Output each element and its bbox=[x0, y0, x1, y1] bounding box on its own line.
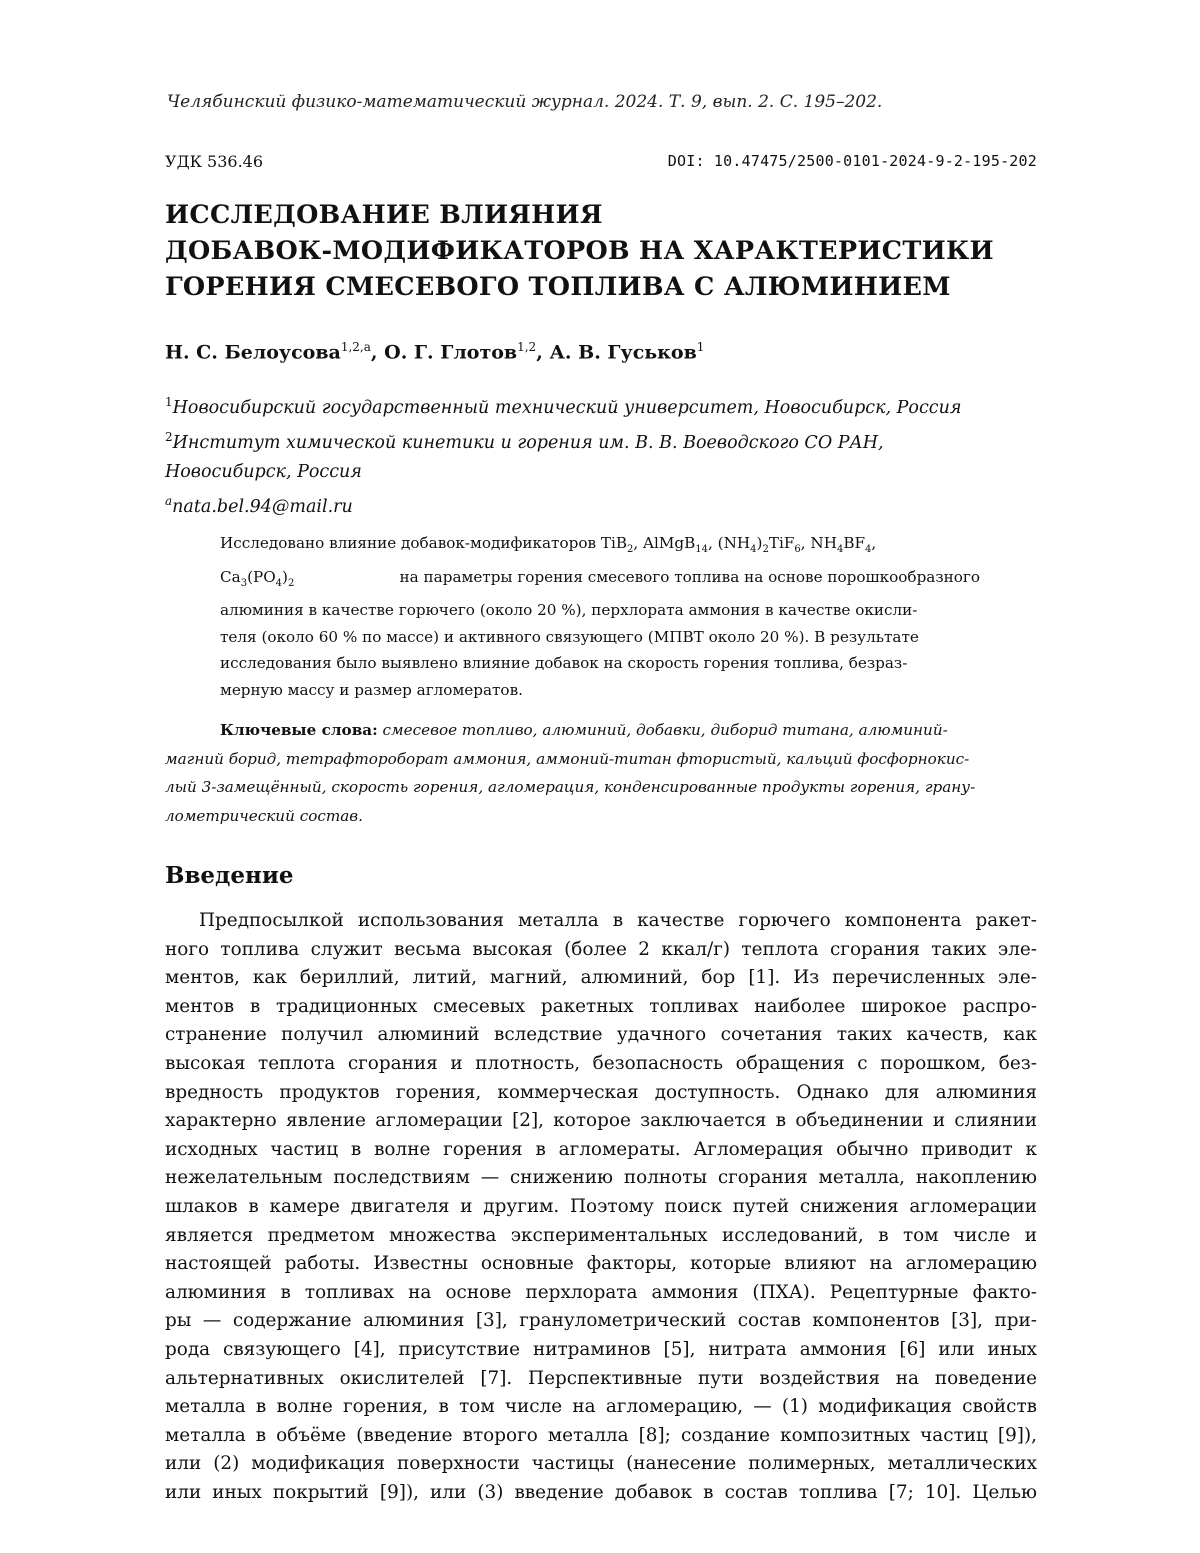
keywords-line: лый 3-замещённый, скорость горения, агломерация, конденсированные продукты горения, грану- bbox=[165, 778, 976, 796]
body-line: или иных покрытий [9]), или (3) введение добавок в состав топлива [7; 10]. Целью bbox=[165, 1481, 1037, 1503]
title-line: ГОРЕНИЯ СМЕСЕВОГО ТОПЛИВА С АЛЮМИНИЕМ bbox=[165, 272, 951, 302]
body-line: исходных частиц в волне горения в агломераты. Агломерация обычно приводит к bbox=[165, 1138, 1037, 1160]
body-line: металла в объёме (введение второго металла [8]; создание композитных частиц [9]), bbox=[165, 1424, 1037, 1446]
body-line: альтернативных окислителей [7]. Перспективные пути воздействия на поведение bbox=[165, 1367, 1037, 1389]
author-name: О. Г. Глотов bbox=[384, 341, 518, 364]
doi-link[interactable]: DOI: 10.47475/2500-0101-2024-9-2-195-202 bbox=[667, 152, 1037, 170]
body-line: высокая теплота сгорания и плотность, безопасность обращения с порошком, без- bbox=[165, 1052, 1037, 1074]
paper-title bbox=[165, 197, 1065, 305]
abstract-line: теля (около 60 % по массе) и активного связующего (МПВТ около 20 %). В результате bbox=[220, 627, 919, 646]
body-line: алюминия в топливах на основе перхлората аммония (ПХА). Рецептурные факто- bbox=[165, 1281, 1037, 1303]
body-line: шлаков в камере двигателя и другим. Поэтому поиск путей снижения агломерации bbox=[165, 1195, 1037, 1217]
keywords-line: магний борид, тетрафтороборат аммония, аммоний-титан фтористый, кальций фосфорнокис- bbox=[165, 749, 970, 768]
body-line: Предпосылкой использования металла в качестве горючего компонента ракет- bbox=[199, 910, 1037, 931]
affiliation-2: $^2$Институт химической кинетики и горения им. В. В. Воеводского СО РАН, bbox=[165, 429, 884, 453]
body-line: ментов, как бериллий, литий, магний, алюминий, бор [1]. Из перечисленных эле- bbox=[165, 967, 1037, 989]
journal-citation: Челябинский физико-математический журнал. 2024. Т. 9, вып. 2. С. 195–202. bbox=[167, 92, 883, 112]
author-affiliation-mark: 1 bbox=[696, 340, 705, 354]
abstract bbox=[220, 530, 980, 704]
body-line: рода связующего [4], присутствие нитраминов [5], нитрата аммония [6] или иных bbox=[165, 1338, 1037, 1360]
author-list: Н. С. Белоусова$^{1,2,a}$, О. Г. Глотов$^{1,2}$, А. В. Гуськов$^1$ bbox=[165, 340, 705, 364]
affiliations bbox=[165, 388, 1045, 521]
keywords-line: Ключевые слова: смесевое топливо, алюминий, добавки, диборид титана, алюминий- bbox=[220, 721, 948, 739]
abstract-line: $Ca_3(PO_4)_2$ на параметры горения смесевого топлива на основе порошкообразного bbox=[220, 567, 980, 589]
body-line: нежелательным последствиям — снижению полноты сгорания металла, накоплению bbox=[165, 1167, 1037, 1189]
body-line: металла в волне горения, в том числе на агломерацию, — (1) модификация свойств bbox=[165, 1396, 1037, 1418]
body-line: ры — содержание алюминия [3], гранулометрический состав компонентов [3], при- bbox=[165, 1310, 1037, 1332]
body-line: характерно явление агломерации [2], которое заключается в объединении и слиянии bbox=[165, 1110, 1037, 1132]
body-line: странение получил алюминий вследствие удачного сочетания таких качеств, как bbox=[165, 1024, 1037, 1046]
abstract-line: Исследовано влияние добавок-модификаторов TiB$_2$, AlMgB$_{14}$, $(NH_4)_2TiF_6$, $NH_4BF_4$, bbox=[220, 534, 877, 556]
introduction-body bbox=[165, 907, 1037, 1507]
body-line: или (2) модификация поверхности частицы (нанесение полимерных, металлических bbox=[165, 1453, 1037, 1475]
author-name: А. В. Гуськов bbox=[549, 341, 697, 364]
body-line: вредность продуктов горения, коммерческая доступность. Однако для алюминия bbox=[165, 1081, 1037, 1103]
author-affiliation-mark: 1,2,a bbox=[340, 340, 371, 354]
body-line: ного топлива служит весьма высокая (более 2 ккал/г) теплота сгорания таких эле- bbox=[165, 938, 1037, 960]
affiliation-2-cont: Новосибирск, Россия bbox=[165, 461, 362, 482]
body-line: является предметом множества экспериментальных исследований, в том числе и bbox=[165, 1224, 1037, 1246]
contact-email[interactable]: $^a$nata.bel.94@mail.ru bbox=[165, 493, 353, 517]
keywords-line: лометрический состав. bbox=[165, 806, 363, 825]
keywords bbox=[165, 716, 1037, 830]
abstract-line: исследования было выявлено влияние добавок на скорость горения топлива, безраз- bbox=[220, 654, 908, 673]
author-affiliation-mark: 1,2 bbox=[517, 340, 537, 354]
section-heading: Введение bbox=[165, 862, 294, 889]
body-line: настоящей работы. Известны основные факторы, которые влияют на агломерацию bbox=[165, 1253, 1037, 1275]
abstract-line: мерную массу и размер агломератов. bbox=[220, 681, 523, 700]
body-line: ментов в традиционных смесевых ракетных топливах наиболее широкое распро- bbox=[165, 995, 1037, 1017]
title-line: ДОБАВОК-МОДИФИКАТОРОВ НА ХАРАКТЕРИСТИКИ bbox=[165, 236, 994, 266]
udk-doi-row bbox=[165, 150, 1037, 172]
udk-code: УДК 536.46 bbox=[165, 151, 264, 171]
title-line: ИССЛЕДОВАНИЕ ВЛИЯНИЯ bbox=[165, 200, 603, 230]
abstract-line: алюминия в качестве горючего (около 20 %), перхлората аммония в качестве окисли- bbox=[220, 601, 918, 620]
affiliation-1: $^1$Новосибирский государственный технический университет, Новосибирск, Россия bbox=[165, 395, 962, 418]
author-name: Н. С. Белоусова bbox=[165, 341, 341, 364]
